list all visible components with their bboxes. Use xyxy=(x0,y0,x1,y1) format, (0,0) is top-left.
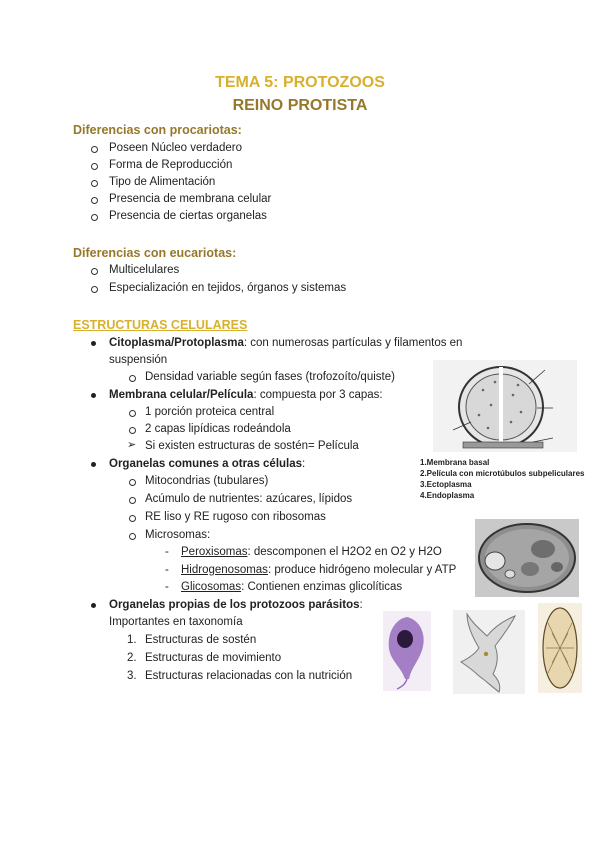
own-organelles-colon: : xyxy=(359,599,363,611)
caption-line: 4.Endoplasma xyxy=(420,491,475,500)
bullet-circle-icon xyxy=(91,268,98,275)
list-item: Forma de Reproducción xyxy=(109,159,233,171)
membrane-text: : compuesta por 3 capas: xyxy=(253,389,383,401)
membrane-line xyxy=(109,387,383,404)
figure-caption xyxy=(420,457,585,501)
bullet-circle-icon xyxy=(129,515,136,522)
cytoplasm-line xyxy=(109,335,462,352)
common-sub: RE liso y RE rugoso con ribosomas xyxy=(145,511,326,523)
cytoplasm-text: : con numerosas partículas y filamentos en xyxy=(243,337,463,349)
micrograph-image xyxy=(475,519,579,597)
peroxisome-label: Peroxisomas xyxy=(181,546,248,558)
structures-heading: ESTRUCTURAS CELULARES xyxy=(73,318,248,332)
bullet-circle-icon xyxy=(91,286,98,293)
glycosome-text: : Contienen enzimas glicolíticas xyxy=(241,581,403,593)
oval-organism-image xyxy=(538,603,582,693)
hydrogenosome-text: : produce hidrógeno molecular y ATP xyxy=(267,564,457,576)
own-item: Estructuras de sostén xyxy=(145,634,257,646)
hydrogenosome-label: Hidrogenosomas xyxy=(181,564,268,576)
dash-bullet-icon: - xyxy=(165,564,169,576)
dash-bullet-icon: - xyxy=(165,581,169,593)
hydrogenosome-line xyxy=(181,562,456,579)
stained-protozoan-image xyxy=(383,611,431,691)
common-sub: Mitocondrias (tubulares) xyxy=(145,475,269,487)
bullet-disc-icon xyxy=(91,341,96,346)
page-subtitle: REINO PROTISTA xyxy=(232,97,368,114)
peroxisome-line xyxy=(181,544,442,561)
caption-line: 1.Membrana basal xyxy=(420,458,490,467)
common-sub: Acúmulo de nutrientes: azúcares, lípidos xyxy=(145,493,353,505)
own-organelles-line xyxy=(109,597,363,614)
bullet-circle-icon xyxy=(91,214,98,221)
cytoplasm-label: Citoplasma/Protoplasma xyxy=(109,337,244,349)
page-title: TEMA 5: PROTOZOOS xyxy=(215,74,385,91)
glycosome-line xyxy=(181,579,402,596)
list-number: 3. xyxy=(127,670,137,682)
caption-line: 2.Película con microtúbulos subpeliculares xyxy=(420,469,585,478)
common-organelles-label: Organelas comunes a otras células xyxy=(109,458,303,470)
list-item: Especialización en tejidos, órganos y sistemas xyxy=(109,282,347,294)
common-organelles-colon: : xyxy=(302,458,306,470)
common-organelles-line xyxy=(109,456,305,473)
bullet-circle-icon xyxy=(91,163,98,170)
bullet-circle-icon xyxy=(91,146,98,153)
eukaryote-heading: Diferencias con eucariotas: xyxy=(73,246,237,260)
membrane-sub: 1 porción proteica central xyxy=(145,406,275,418)
list-item: Poseen Núcleo verdadero xyxy=(109,142,242,154)
bullet-disc-icon xyxy=(91,393,96,398)
list-item: Presencia de membrana celular xyxy=(109,193,272,205)
caption-line: 3.Ectoplasma xyxy=(420,480,472,489)
membrane-diagram-image xyxy=(433,360,577,452)
bullet-circle-icon xyxy=(129,479,136,486)
bullet-circle-icon xyxy=(129,375,136,382)
membrane-sub: Si existen estructuras de sostén= Película xyxy=(145,440,359,452)
bullet-disc-icon xyxy=(91,462,96,467)
own-item: Estructuras relacionadas con la nutrición xyxy=(145,670,353,682)
membrane-label: Membrana celular/Película xyxy=(109,389,254,401)
own-item: Estructuras de movimiento xyxy=(145,652,282,664)
list-number: 2. xyxy=(127,652,137,664)
peroxisome-text: : descomponen el H2O2 en O2 y H2O xyxy=(247,546,442,558)
bullet-circle-icon xyxy=(129,533,136,540)
bullet-circle-icon xyxy=(129,497,136,504)
own-organelles-label: Organelas propias de los protozoos parásitos xyxy=(109,599,360,611)
glycosome-label: Glicosomas xyxy=(181,581,242,593)
bullet-circle-icon xyxy=(129,410,136,417)
list-item: Multicelulares xyxy=(109,264,180,276)
common-sub: Microsomas: xyxy=(145,529,211,541)
dash-bullet-icon: - xyxy=(165,546,169,558)
bullet-disc-icon xyxy=(91,603,96,608)
list-number: 1. xyxy=(127,634,137,646)
prokaryote-heading: Diferencias con procariotas: xyxy=(73,123,242,137)
branched-organism-image xyxy=(453,610,525,694)
cytoplasm-text-cont: suspensión xyxy=(109,354,168,366)
bullet-circle-icon xyxy=(129,427,136,434)
membrane-sub: 2 capas lipídicas rodeándola xyxy=(145,423,291,435)
own-organelles-note: Importantes en taxonomía xyxy=(109,616,243,628)
list-item: Tipo de Alimentación xyxy=(109,176,216,188)
arrow-bullet-icon: ➢ xyxy=(127,439,137,451)
cytoplasm-sub: Densidad variable según fases (trofozoíto/quiste) xyxy=(145,371,395,383)
list-item: Presencia de ciertas organelas xyxy=(109,210,267,222)
bullet-circle-icon xyxy=(91,180,98,187)
bullet-circle-icon xyxy=(91,197,98,204)
